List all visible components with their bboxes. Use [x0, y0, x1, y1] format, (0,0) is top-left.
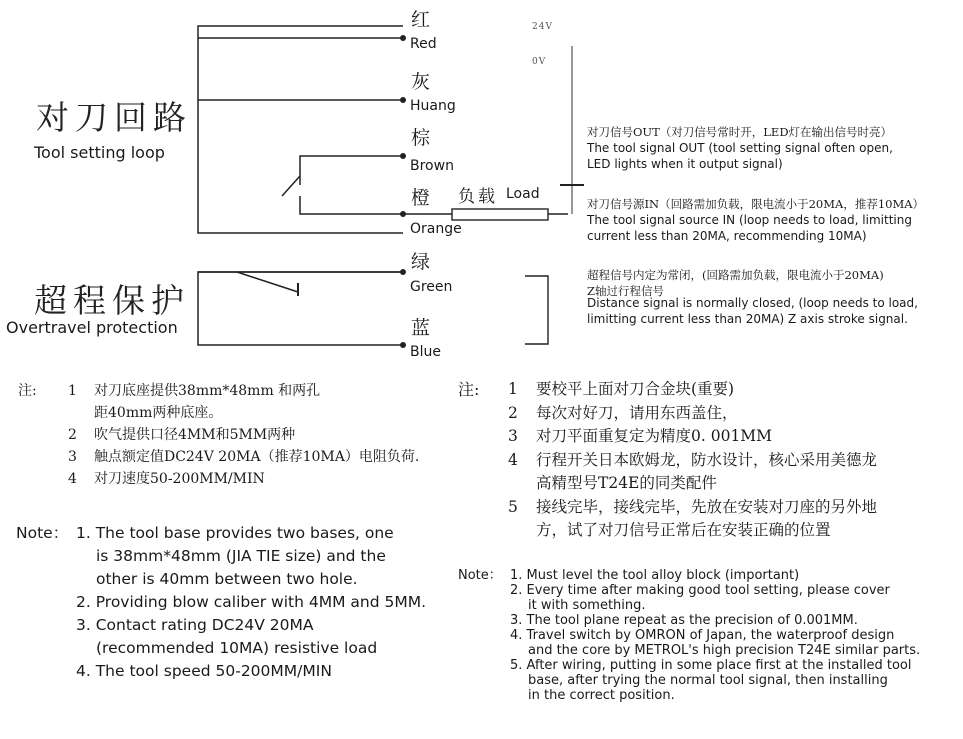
- signal-in-description: [587, 196, 924, 244]
- tool-loop-title-en: Tool setting loop: [34, 143, 165, 162]
- notes-right-en-line: 3. The tool plane repeat as the precision of 0.001MM.: [510, 613, 858, 628]
- overtravel-en-1: Distance signal is normally closed, (loop needs to load,: [587, 296, 918, 310]
- notes-right-en-line: base, after trying the normal tool signal, then installing: [528, 673, 888, 688]
- notes-right-en: [510, 568, 920, 703]
- notes-left-en: [76, 522, 426, 683]
- notes-left-cn: [68, 380, 419, 490]
- blue-label-cn: 蓝: [411, 317, 431, 339]
- signal-out-en-1: The tool signal OUT (tool setting signal often open,: [587, 141, 893, 155]
- overtravel-frame: [198, 272, 403, 345]
- load-label-en: Load: [506, 186, 540, 202]
- tool-switch: [282, 176, 300, 196]
- notes-right-en-line: and the core by METROL's high precision T24E similar parts.: [528, 643, 921, 658]
- notes-right-cn-item-cont: 高精型号T24E的同类配件: [536, 474, 717, 492]
- blue-label-en: Blue: [410, 344, 441, 360]
- notes-left-cn-item: 2 吹气提供口径4MM和5MM两种: [68, 427, 296, 443]
- notes-right-en-line: 4. Travel switch by OMRON of Japan, the waterproof design: [510, 628, 895, 643]
- overtravel-title-en: Overtravel protection: [6, 318, 178, 337]
- notes-right-en-label: Note：: [458, 568, 502, 583]
- signal-in-cn: 对刀信号源IN（回路需加负载，限电流小于20MA，推荐10MA）: [587, 197, 925, 211]
- overtravel-cn-2: Z轴过行程信号: [587, 284, 664, 298]
- notes-left-cn-item: 1 对刀底座提供38mm*48mm 和两孔: [68, 383, 321, 399]
- voltage-0v: 0V: [532, 57, 547, 67]
- notes-left-en-line: other is 40mm between two hole.: [96, 570, 358, 588]
- red-label-en: Red: [410, 36, 437, 52]
- load-resistor: [452, 209, 548, 220]
- overtravel-switch: [237, 272, 298, 292]
- notes-right-cn-item: 3 对刀平面重复定为精度0. 001MM: [508, 427, 773, 445]
- overtravel-description: [587, 267, 918, 327]
- voltage-24v: 24V: [532, 22, 553, 32]
- brown-label-en: Brown: [410, 158, 454, 174]
- orange-label-en: Orange: [410, 221, 462, 237]
- notes-right-en-line: in the correct position.: [528, 688, 675, 703]
- huang-label-cn: 灰: [411, 71, 431, 93]
- brown-wire: [300, 156, 403, 185]
- notes-left-cn-item-cont: 距40mm两种底座。: [94, 405, 223, 421]
- notes-right-cn-item: 2 每次对好刀，请用东西盖住，: [508, 403, 738, 422]
- notes-left-en-line: (recommended 10MA) resistive load: [96, 639, 378, 657]
- notes-left-en-line: 3. Contact rating DC24V 20MA: [76, 616, 314, 634]
- green-label-cn: 绿: [411, 251, 431, 273]
- notes-right-en-line: 5. After wiring, putting in some place first at the installed tool: [510, 658, 912, 673]
- overtravel-bracket: [525, 276, 548, 344]
- notes-left-en-line: 4. The tool speed 50-200MM/MIN: [76, 662, 332, 680]
- notes-left-en-line: 2. Providing blow caliber with 4MM and 5MM.: [76, 593, 427, 611]
- blue-terminal: [400, 342, 406, 348]
- orange-terminal: [400, 211, 406, 217]
- green-terminal: [400, 269, 406, 275]
- notes-right-en-line: it with something.: [528, 598, 646, 613]
- brown-label-cn: 棕: [411, 127, 431, 149]
- huang-terminal: [400, 97, 406, 103]
- overtravel-en-2: limitting current less than 20MA) Z axis stroke signal.: [587, 312, 908, 326]
- signal-out-description: [587, 124, 893, 172]
- notes-left-en-label: Note：: [16, 524, 69, 542]
- tool-loop-title-cn: 对刀回路: [36, 98, 192, 137]
- notes-right-cn: [508, 378, 877, 543]
- notes-right-en-line: 1. Must level the tool alloy block (important): [510, 568, 800, 583]
- notes-right-cn-label: 注:: [458, 380, 480, 399]
- red-label-cn: 红: [411, 9, 431, 31]
- overtravel-title-cn: 超程保护: [34, 281, 190, 320]
- notes-right-en-line: 2. Every time after making good tool setting, please cover: [510, 583, 890, 598]
- huang-label-en: Huang: [410, 98, 456, 114]
- green-label-en: Green: [410, 279, 453, 295]
- notes-left-en-line: 1. The tool base provides two bases, one: [76, 524, 394, 542]
- notes-left-cn-item: 4 对刀速度50-200MM/MIN: [68, 471, 265, 487]
- notes-right-cn-item-cont: 方，试了对刀信号正常后在安装正确的位置: [536, 521, 831, 539]
- load-label-cn: 负载: [458, 187, 498, 207]
- notes-right-cn-item: 4 行程开关日本欧姆龙，防水设计，核心采用美德龙: [508, 450, 878, 469]
- notes-left-cn-item: 3 触点额定值DC24V 20MA（推荐10MA）电阻负荷.: [68, 449, 420, 465]
- overtravel-cn-1: 超程信号内定为常闭，(回路需加负载，限电流小于20MA): [587, 268, 884, 282]
- red-terminal: [400, 35, 406, 41]
- signal-in-en-1: The tool signal source IN (loop needs to load, limitting: [587, 213, 912, 227]
- signal-in-en-2: current less than 20MA, recommending 10MA): [587, 229, 867, 243]
- brown-terminal: [400, 153, 406, 159]
- notes-right-cn-item: 5 接线完毕，接线完毕，先放在安装对刀座的另外地: [508, 497, 878, 516]
- notes-left-cn-label: 注:: [18, 383, 37, 399]
- signal-out-cn: 对刀信号OUT（对刀信号常时开，LED灯在输出信号时亮）: [587, 125, 893, 139]
- orange-label-cn: 橙: [411, 187, 431, 209]
- notes-left-en-line: is 38mm*48mm (JIA TIE size) and the: [96, 547, 386, 565]
- signal-out-en-2: LED lights when it output signal): [587, 157, 783, 171]
- notes-right-cn-item: 1 要校平上面对刀合金块(重要): [508, 380, 735, 398]
